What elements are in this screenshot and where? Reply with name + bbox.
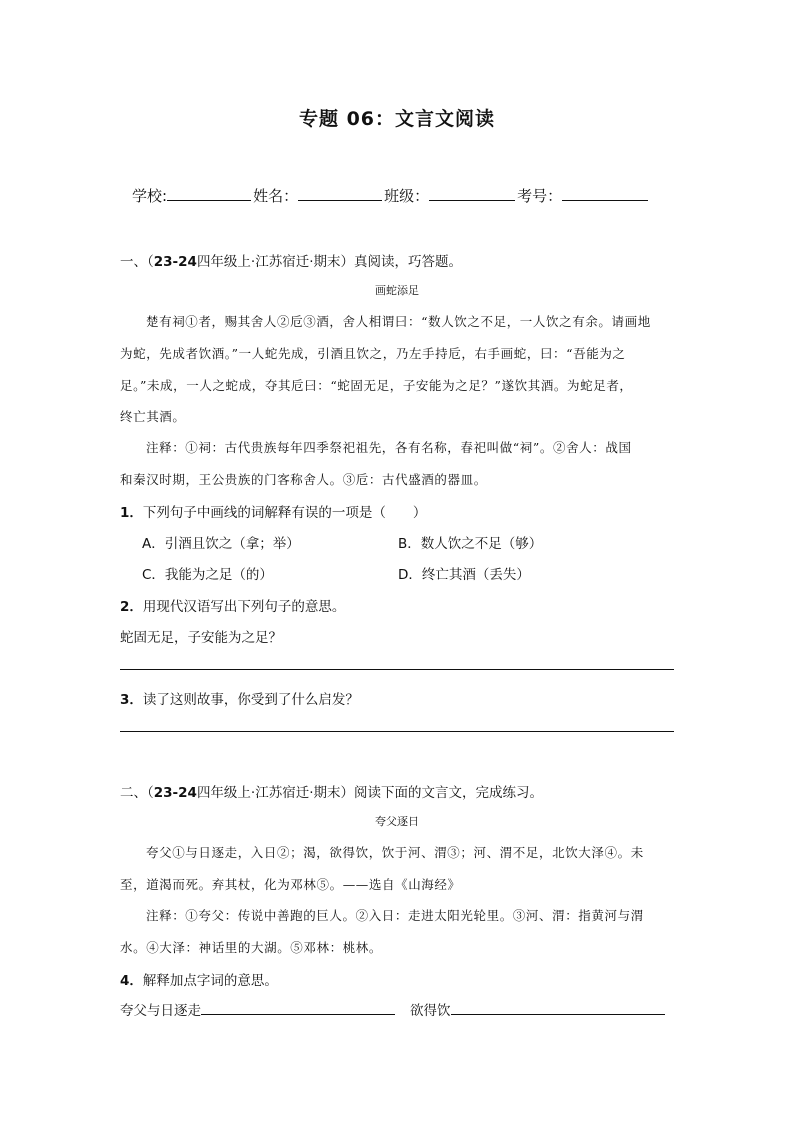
question-4: 4．解释加点字词的意思。 <box>120 973 278 989</box>
question-2: 2．用现代汉语写出下列句子的意思。 <box>120 599 346 615</box>
class-blank[interactable] <box>429 184 515 201</box>
q1-option-b[interactable]: B．数人饮之不足（够） <box>398 536 543 552</box>
passage1-line: 为蛇，先成者饮酒。”一人蛇先成，引酒且饮之，乃左手持卮，右手画蛇，曰：“吾能为之 <box>120 346 626 361</box>
q4-item-1-blank[interactable] <box>201 999 395 1015</box>
passage2-line: 至，道渴而死。弃其杖，化为邓林⑤。——选自《山海经》 <box>120 877 461 892</box>
page-title: 专题 06：文言文阅读 <box>298 108 496 130</box>
exam-no-label: 考号： <box>517 187 563 205</box>
name-blank[interactable] <box>298 184 382 201</box>
school-blank[interactable] <box>167 184 251 201</box>
passage1-title: 画蛇添足 <box>375 284 419 297</box>
passage1-line: 足。”未成，一人之蛇成，夺其卮曰：“蛇固无足，子安能为之足？”遂饮其酒。为蛇足者， <box>120 378 633 393</box>
passage2-title: 夸父逐日 <box>375 815 419 828</box>
q4-item-2-blank[interactable] <box>451 999 665 1015</box>
question-3: 3．读了这则故事，你受到了什么启发？ <box>120 692 359 708</box>
q1-option-c[interactable]: C．我能为之足（的） <box>142 567 273 583</box>
q2-sentence: 蛇固无足，子安能为之足？ <box>120 630 282 646</box>
q1-option-d[interactable]: D．终亡其酒（丢失） <box>398 567 530 583</box>
section2-heading: 二、（23-24四年级上·江苏宿迁·期末）阅读下面的文言文，完成练习。 <box>120 785 544 801</box>
q4-item-2: 欲得饮 <box>410 999 665 1019</box>
q1-option-a[interactable]: A．引酒且饮之（拿；举） <box>142 536 300 552</box>
passage1-notes-line: 和秦汉时期，王公贵族的门客称舍人。③卮：古代盛酒的器皿。 <box>120 472 487 487</box>
exam-no-blank[interactable] <box>562 184 648 201</box>
passage2-notes-line: 水。④大泽：神话里的大湖。⑤邓林：桃林。 <box>120 940 383 955</box>
school-label: 学校: <box>132 187 168 205</box>
student-info-row <box>132 184 650 206</box>
passage1-notes-line: 注释：①祠：古代贵族每年四季祭祀祖先，各有名称，春祀叫做“祠”。②舍人：战国 <box>146 440 632 455</box>
passage2-notes-line: 注释：①夸父：传说中善跑的巨人。②入日：走进太阳光轮里。③河、渭：指黄河与渭 <box>146 908 644 923</box>
q3-answer-line[interactable] <box>120 731 674 732</box>
question-1: 1．下列句子中画线的词解释有误的一项是（ ） <box>120 505 427 521</box>
section1-heading: 一、（23-24四年级上·江苏宿迁·期末）真阅读，巧答题。 <box>120 254 463 270</box>
name-label: 姓名： <box>253 187 299 205</box>
passage1-line: 终亡其酒。 <box>120 409 186 424</box>
passage1-line: 楚有祠①者，赐其舍人②卮③酒，舍人相谓曰：“数人饮之不足，一人饮之有余。请画地 <box>146 314 651 329</box>
class-label: 班级： <box>384 187 430 205</box>
q4-item-1: 夸父与日逐走 <box>120 999 395 1019</box>
passage2-line: 夸父①与日逐走，入日②；渴，欲得饮，饮于河、渭③；河、渭不足，北饮大泽④。未 <box>146 845 644 860</box>
q2-answer-line[interactable] <box>120 669 674 670</box>
